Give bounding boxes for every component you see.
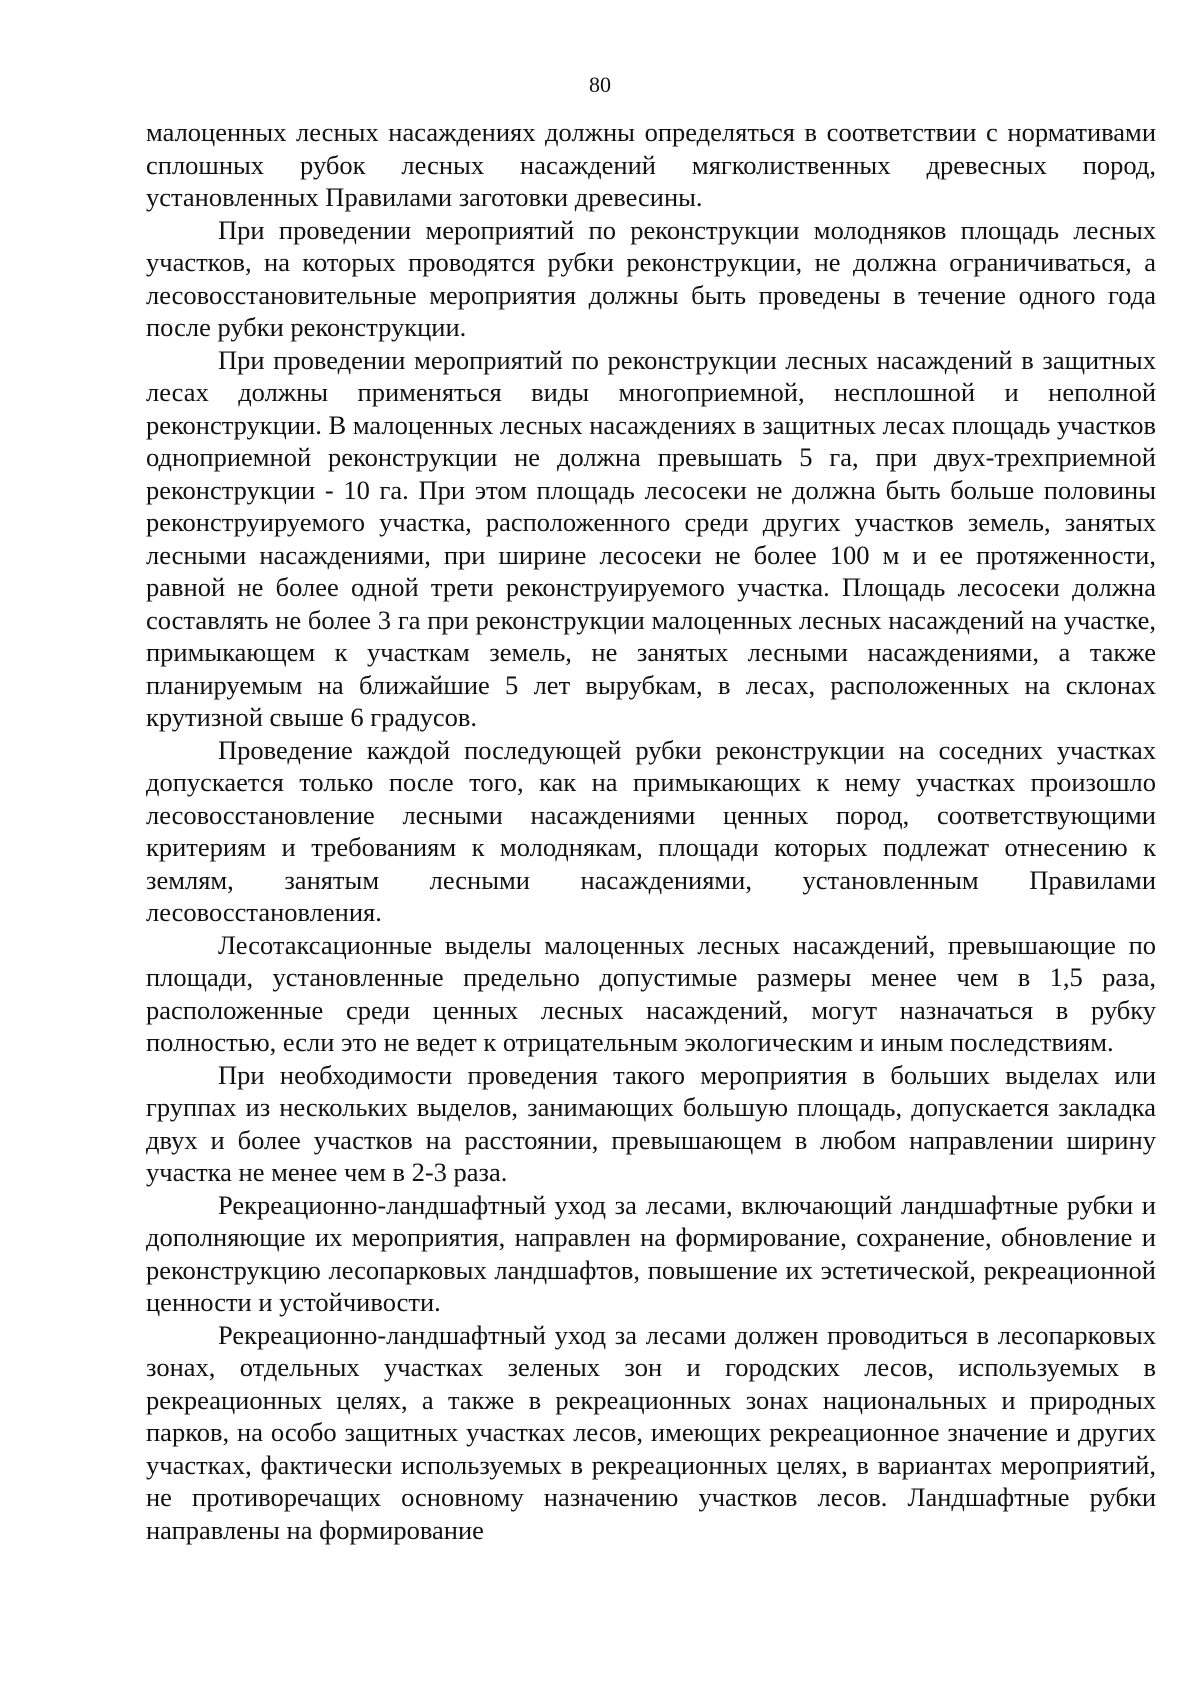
body-text xyxy=(146,116,1156,1546)
page-number: 80 xyxy=(589,72,611,97)
paragraph-protective-forests: При проведении мероприятий по реконструкции лесных насаждений в защитных лесах должны применяться виды многоприемной, несплошной и неполной реконструкции. В малоценных лесных насаждениях в защитных лесах площадь участков одноприемной реконструкции не должна превышать 5 га, при двух-трехприемной реконструкции - 10 га. При этом площадь лесосеки не должна быть больше половины реконструируемого участка, расположенного среди других участков земель, занятых лесными насаждениями, при ширине лесосеки не более 100 м и ее протяженности, равной не более одной трети реконструируемого участка. Площадь лесосеки должна составлять не более 3 га при реконструкции малоценных лесных насаждений на участке, примыкающем к участкам земель, не занятых лесными насаждениями, а также планируемым на ближайшие 5 лет вырубкам, в лесах, расположенных на склонах крутизной свыше 6 градусов. xyxy=(146,344,1156,732)
paragraph-taxation-units: Лесотаксационные выделы малоценных лесных насаждений, превышающие по площади, установленные предельно допустимые размеры менее чем в 1,5 раза, расположенные среди ценных лесных насаждений, могут назначаться в рубку полностью, если это не ведет к отрицательным экологическим и иным последствиям. xyxy=(146,929,1156,1057)
paragraph-continuation: малоценных лесных насаждениях должны определяться в соответствии с нормативами сплошных рубок лесных насаждений мягколиственных древесных пород, установленных Правилами заготовки древесины. xyxy=(146,117,1156,212)
paragraph-youth-reconstruction: При проведении мероприятий по реконструкции молодняков площадь лесных участков, на которых проводятся рубки реконструкции, не должна ограничиваться, а лесовосстановительные мероприятия должны быть проведены в течение одного года после рубки реконструкции. xyxy=(146,214,1156,342)
paragraph-subsequent-felling: Проведение каждой последующей рубки реконструкции на соседних участках допускается только после того, как на примыкающих к нему участках произошло лесовосстановление лесными насаждениями ценных пород, соответствующими критериям и требованиям к молоднякам, площади которых подлежат отнесению к землям, занятым лесными насаждениями, установленным Правилами лесовосстановления. xyxy=(146,734,1156,927)
paragraph-recreational-zones: Рекреационно-ландшафтный уход за лесами должен проводиться в лесопарковых зонах, отдельных участках зеленых зон и городских лесов, используемых в рекреационных целях, а также в рекреационных зонах национальных и природных парков, на особо защитных участках лесов, имеющих рекреационное значение и других участках, фактически используемых в рекреационных целях, в вариантах мероприятий, не противоречащих основному назначению участков лесов. Ландшафтные рубки направлены на формирование xyxy=(146,1319,1156,1545)
paragraph-large-units: При необходимости проведения такого мероприятия в больших выделах или группах из нескольких выделов, занимающих большую площадь, допускается закладка двух и более участков на расстоянии, превышающем в любом направлении ширину участка не менее чем в 2-3 раза. xyxy=(146,1059,1156,1187)
paragraph-recreational-care: Рекреационно-ландшафтный уход за лесами, включающий ландшафтные рубки и дополняющие их мероприятия, направлен на формирование, сохранение, обновление и реконструкцию лесопарковых ландшафтов, повышение их эстетической, рекреационной ценности и устойчивости. xyxy=(146,1189,1156,1317)
